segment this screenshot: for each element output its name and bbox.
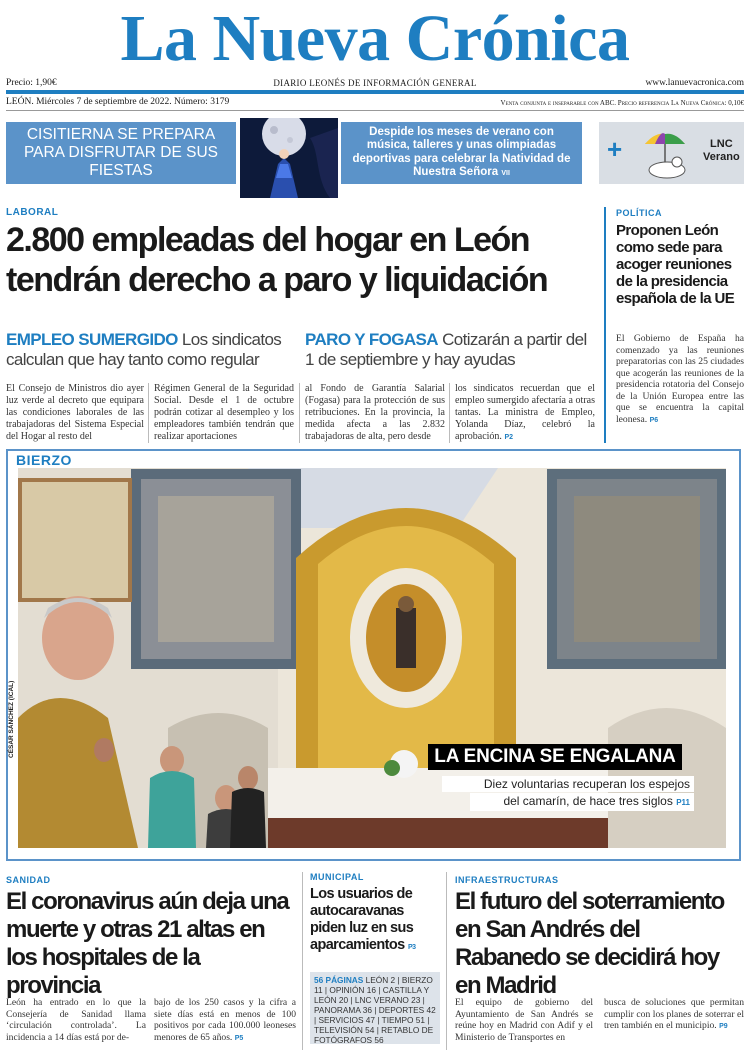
main-col-3: al Fondo de Garantía Salarial (Fogasa) para la protección de sus retribuciones. En la provincia, la medida afecta a las 2.832 trabajadoras de alta, pero desde <box>305 383 445 442</box>
section-sanidad: SANIDAD <box>6 875 51 885</box>
masthead-rule <box>6 90 744 94</box>
sanidad-col-1: León ha entrado en lo que la Consejería de Sanidad llama ‘circulación controlada’. La incidencia a 14 días está por de- <box>6 997 146 1043</box>
price: Precio: 1,90€ <box>6 78 57 88</box>
main-col-4 <box>455 383 595 443</box>
kicker-empleo-sumergido: EMPLEO SUMERGIDO <box>6 330 178 349</box>
infra-col-1: El equipo de gobierno del Ayuntamiento de San Andrés se reúne hoy en Madrid con Adif y el Ministerio de Transportes en <box>455 997 593 1043</box>
politics-rule <box>604 207 606 443</box>
teaser-photo <box>240 118 338 198</box>
subhead-right-text: Cotizarán a partir del 1 de septiembre y hay ayudas <box>305 330 587 369</box>
kicker-paro-fogasa: PARO Y FOGASA <box>305 330 438 349</box>
sanidad-headline[interactable]: El coronavirus aún deja una muerte y otras 21 altas en los hospitales de la provincia <box>6 888 289 999</box>
politics-body <box>616 333 744 426</box>
main-col-4-text: los sindicatos recuerdan que el empleo sumergido afectaría a otras tantas. La ministra de Empleo, Yolanda Díaz, celebró la aprobación. <box>455 383 595 442</box>
subhead-left-text: Los sindicatos calculan que hay tanto como regular <box>6 330 282 369</box>
photo-caption-line-2-text: del camarín, de hace tres siglos <box>503 794 673 808</box>
subhead-empleo-sumergido <box>6 330 294 370</box>
photo-caption-line-1: Diez voluntarias recuperan los espejos <box>442 776 694 792</box>
main-col-1: El Consejo de Ministros dio ayer luz verde al decreto que equipara las condiciones laborales de las trabajadoras del Sistema Especial del Hogar al resto del <box>6 383 144 442</box>
page-index <box>310 972 440 1044</box>
sanidad-col-2 <box>154 997 296 1049</box>
lnc-label: LNC <box>710 138 733 150</box>
plus-icon: + <box>607 134 623 164</box>
teaser-cistierna-description[interactable] <box>341 122 582 184</box>
municipal-headline[interactable] <box>310 886 442 956</box>
index-title: 56 PÁGINAS <box>314 975 364 985</box>
section-infraestructuras: INFRAESTRUCTURAS <box>455 875 559 885</box>
masthead <box>0 0 750 78</box>
teaser-cistierna-text: CISITIERNA SE PREPARA PARA DISFRUTAR DE SUS FIESTAS <box>23 126 219 179</box>
page-ref-p9[interactable]: P9 <box>719 1023 728 1030</box>
verano-label: Verano <box>703 151 740 163</box>
sanidad-col-2-text: bajo de los 250 casos y la cifra a siete días está en menos de 100 positivos por cada 100.000 leoneses menores de 65 años. <box>154 997 296 1043</box>
column-rule <box>148 383 149 443</box>
statue-illustration <box>240 118 338 198</box>
beach-umbrella-icon <box>637 126 697 182</box>
section-municipal: MUNICIPAL <box>310 872 364 882</box>
page-ref-p5[interactable]: P5 <box>234 1034 244 1042</box>
infra-col-2-text: busca de soluciones que permitan cumplir con los planes de soterrar el tren también en el municipio. <box>604 997 744 1031</box>
photo-caption-title: LA ENCINA SE ENGALANA <box>428 744 682 770</box>
photo-credit: CÉSAR SÁNCHEZ (ICAL) <box>8 680 15 758</box>
dateline: LEÓN. Miércoles 7 de septiembre de 2022. Número: 3179 <box>6 97 230 107</box>
politics-body-text: El Gobierno de España ha comenzado ya las reuniones preparatorias con las 25 ciudades que acogerán las reuniones de la presidencia rotatoria del Consejo de la Unión Europea entre las que se encuentra la capital leonesa. <box>616 333 744 425</box>
page-ref-p2[interactable]: P2 <box>504 434 513 441</box>
section-politica: POLÍTICA <box>616 208 662 218</box>
website-link[interactable]: www.lanuevacronica.com <box>645 78 744 88</box>
abc-note: Venta conjunta e inseparable con ABC. Precio referencia La Nueva Crónica: 0,10€ <box>500 99 744 107</box>
infra-headline[interactable]: El futuro del soterramiento en San Andrés del Rabanedo se decidirá hoy en Madrid <box>455 888 724 999</box>
infra-col-2 <box>604 997 744 1049</box>
divider <box>6 110 744 111</box>
section-bierzo: BIERZO <box>16 452 72 468</box>
subhead-paro-fogasa <box>305 330 595 370</box>
photo-credit-anchor <box>6 848 20 858</box>
page-ref-p6[interactable]: P6 <box>649 416 659 424</box>
tagline: DIARIO LEONÉS DE INFORMACIÓN GENERAL <box>273 78 477 88</box>
column-rule <box>449 383 450 443</box>
teaser-description-text: Despide los meses de verano con música, talleres y unas olimpiadas deportivas para celebrar la Natividad de Nuestra Señora <box>352 125 571 178</box>
teaser-page-ref: VII <box>501 170 510 177</box>
teaser-cistierna[interactable] <box>6 122 236 184</box>
photo-caption-line-2 <box>470 793 694 811</box>
municipal-headline-text: Los usuarios de autocaravanas piden luz en sus aparcamientos <box>310 886 414 953</box>
page-ref-p3[interactable]: P3 <box>408 944 416 951</box>
index-items: LEÓN 2 | BIERZO 11 | OPINIÓN 16 | CASTILLA Y LEÓN 20 | LNC VERANO 23 | PANORAMA 36 | DEPORTES 42 | SERVICIOS 47 | TIEMPO 51 | TELEVISIÓN 54 | RETABLO DE FOTÓGRAFOS 56 <box>314 975 436 1045</box>
main-col-2: Régimen General de la Seguridad Social. Desde el 1 de octubre podrán cotizar al desempleo y los empleadores también tendrán que realizar aportaciones <box>154 383 294 442</box>
column-rule <box>299 383 300 443</box>
section-laboral: LABORAL <box>6 207 59 218</box>
politics-headline[interactable]: Proponen León como sede para acoger reuniones de la presidencia española de la UE <box>616 222 735 307</box>
column-rule <box>446 872 447 1050</box>
main-headline[interactable]: 2.800 empleadas del hogar en León tendrán derecho a paro y liquidación <box>6 221 548 299</box>
column-rule <box>302 872 303 1050</box>
teaser-lnc-verano[interactable] <box>599 122 744 184</box>
page-ref-p11[interactable]: P11 <box>676 798 690 807</box>
newspaper-title: La Nueva Crónica <box>120 2 630 75</box>
